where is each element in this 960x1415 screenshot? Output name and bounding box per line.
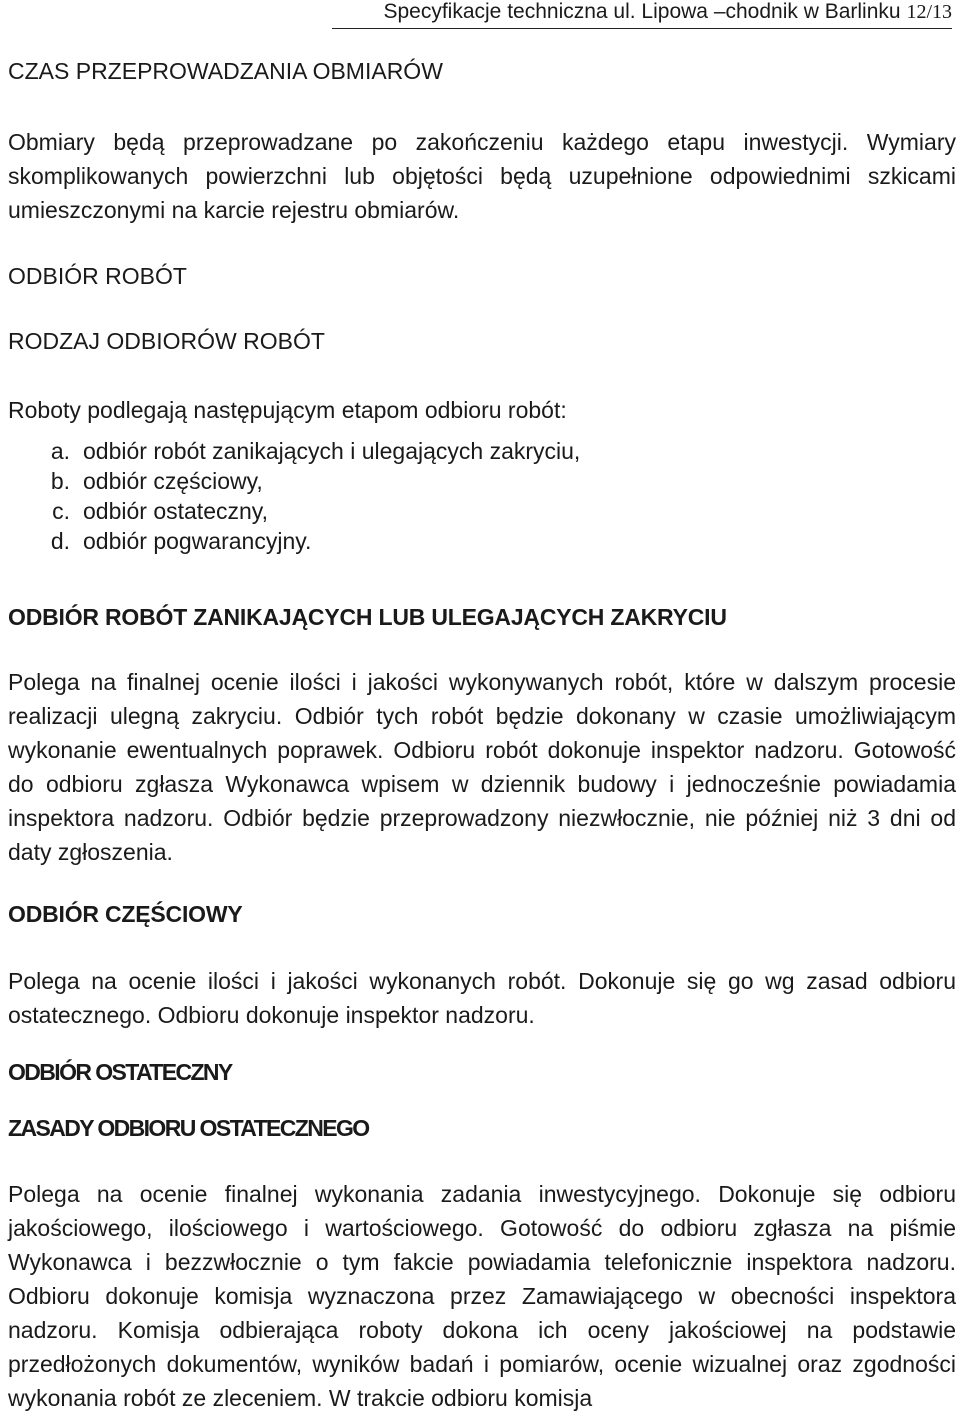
list-marker: a. bbox=[50, 438, 70, 464]
heading-final-acceptance-rules: ZASADY ODBIORU OSTATECZNEGO bbox=[8, 1115, 369, 1141]
list-marker: d. bbox=[50, 528, 70, 554]
list-item bbox=[8, 496, 956, 526]
heading-hidden-works-acceptance: ODBIÓR ROBÓT ZANIKAJĄCYCH LUB ULEGAJĄCYCH ZAKRYCIU bbox=[8, 604, 727, 630]
list-item-text: odbiór robót zanikających i ulegających zakryciu, bbox=[83, 438, 581, 464]
header-title: Specyfikacje techniczna ul. Lipowa –chodnik w Barlinku bbox=[383, 0, 901, 23]
list-marker: b. bbox=[50, 468, 70, 494]
paragraph-measurement-time: Obmiary będą przeprowadzane po zakończeniu każdego etapu inwestycji. Wymiary skomplikowanych powierzchni lub objętości będą uzupełnione odpowiednimi szkicami umieszczonymi na karcie rejestru obmiarów. bbox=[8, 129, 956, 223]
paragraph-partial-acceptance: Polega na ocenie ilości i jakości wykonanych robót. Dokonuje się go wg zasad odbioru ostatecznego. Odbioru dokonuje inspektor nadzoru. bbox=[8, 968, 956, 1028]
list-item-text: odbiór częściowy, bbox=[83, 468, 263, 494]
list-marker: c. bbox=[52, 498, 70, 524]
heading-final-acceptance: ODBIÓR OSTATECZNY bbox=[8, 1059, 232, 1085]
paragraph-final-acceptance: Polega na ocenie finalnej wykonania zadania inwestycyjnego. Dokonuje się odbioru jakościowego, ilościowego i wartościowego. Gotowość do odbioru zgłasza na piśmie Wykonawca i bezzwłocznie o tym fakcie powiadamia telefonicznie inspektora nadzoru. Odbioru dokonuje komisja wyznaczona przez Zamawiającego w obecności inspektora nadzoru. Komisja odbierająca roboty dokona ich oceny jakościowej na podstawie przedłożonych dokumentów, wyników badań i pomiarów, ocenie wizualnej oraz zgodności wykonania robót ze zleceniem. W trakcie odbioru komisja bbox=[8, 1181, 956, 1411]
heading-acceptance: ODBIÓR ROBÓT bbox=[8, 263, 187, 289]
heading-acceptance-types: RODZAJ ODBIORÓW ROBÓT bbox=[8, 328, 325, 354]
running-header bbox=[332, 0, 952, 29]
heading-measurement-time: CZAS PRZEPROWADZANIA OBMIARÓW bbox=[8, 58, 443, 84]
paragraph-acceptance-intro: Roboty podlegają następującym etapom odbioru robót: bbox=[8, 397, 567, 423]
list-item bbox=[8, 526, 956, 556]
header-page-number: 12/13 bbox=[906, 1, 952, 23]
list-item bbox=[8, 466, 956, 496]
list-item-text: odbiór ostateczny, bbox=[83, 498, 268, 524]
paragraph-hidden-works-acceptance: Polega na finalnej ocenie ilości i jakości wykonywanych robót, które w dalszym procesie realizacji ulegną zakryciu. Odbiór tych robót będzie dokonany w czasie umożliwiającym wykonanie ewentualnych poprawek. Odbioru robót dokonuje inspektor nadzoru. Gotowość do odbioru zgłasza Wykonawca wpisem w dziennik budowy i jednocześnie powiadamia inspektora nadzoru. Odbiór będzie przeprowadzony niezwłocznie, nie później niż 3 dni od daty zgłoszenia. bbox=[8, 669, 956, 865]
list-item bbox=[8, 436, 956, 466]
list-item-text: odbiór pogwarancyjny. bbox=[83, 528, 312, 554]
acceptance-stages-list bbox=[8, 436, 956, 556]
heading-partial-acceptance: ODBIÓR CZĘŚCIOWY bbox=[8, 901, 243, 927]
